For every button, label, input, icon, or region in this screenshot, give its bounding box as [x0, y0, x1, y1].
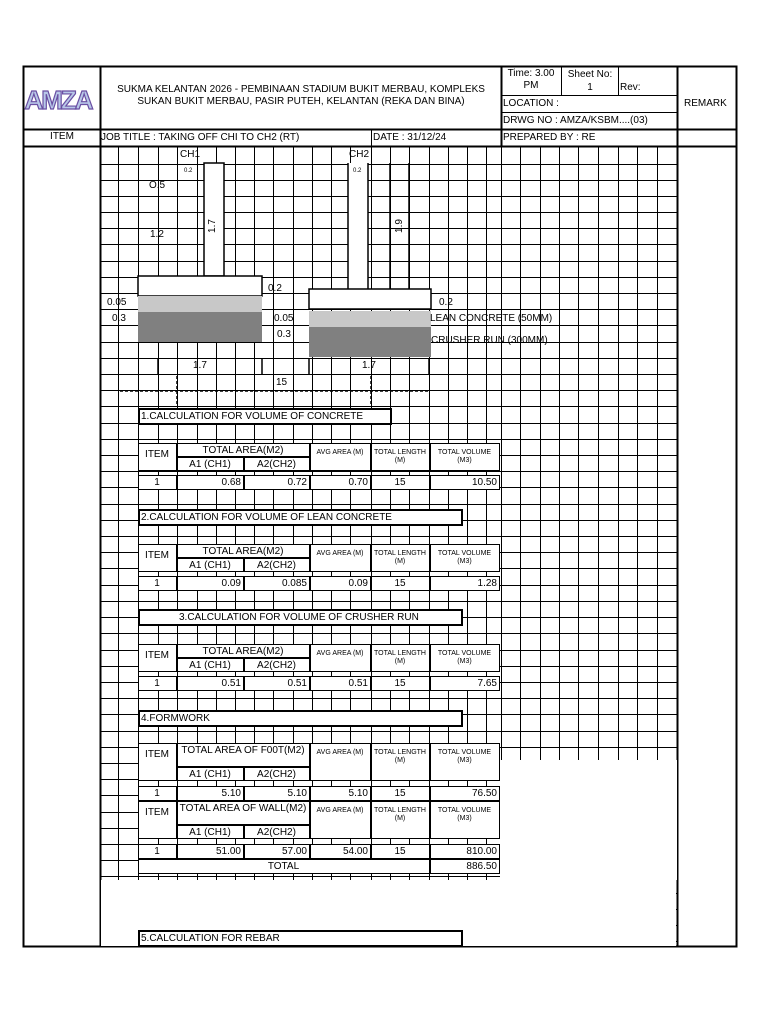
total-area-header-text: TOTAL AREA(M2) [202, 546, 284, 557]
total-length-header [371, 644, 430, 672]
sheet-value: 1 [587, 82, 593, 93]
item-header [138, 544, 177, 572]
item-cell [138, 786, 177, 801]
a2-value-text: 0.72 [287, 477, 307, 488]
lean-concrete-label: LEAN CONCRETE (50MM) [430, 313, 553, 324]
total-area-header [177, 644, 310, 658]
length-value-text: 15 [394, 477, 406, 488]
section5-title: 5.CALCULATION FOR REBAR [141, 933, 280, 944]
avg-value [310, 786, 371, 801]
a1-value [177, 576, 244, 591]
length-dimension: 15 [276, 377, 288, 388]
avg-area-header-text: AVG AREA (M) [316, 650, 364, 657]
item-header [138, 644, 177, 672]
crusher-thk-ch1: 0.3 [112, 313, 126, 324]
item-cell [138, 844, 177, 859]
time-value: PM [523, 80, 539, 91]
total-area-header [177, 443, 310, 457]
total-volume-header-text: TOTAL VOLUME (M3) [437, 449, 492, 464]
a1-header-text: A1 (CH1) [189, 459, 231, 470]
a1-header-text: A1 (CH1) [189, 769, 231, 780]
total-length-header-text: TOTAL LENGTH (M) [374, 749, 426, 764]
a1-header-text: A1 (CH1) [189, 660, 231, 671]
ch1-label: CH1 [180, 149, 201, 160]
wall-height-ch2: 1.9 [393, 219, 405, 233]
item-cell [138, 576, 177, 591]
length-value-text: 15 [394, 846, 406, 857]
a2-header-text: A2(CH2) [257, 827, 296, 838]
avg-area-header [310, 743, 371, 781]
avg-area-header [310, 644, 371, 672]
a2-header [244, 825, 310, 839]
section2-title: 2.CALCULATION FOR VOLUME OF LEAN CONCRETE [141, 512, 392, 523]
a1-value-text: 0.51 [221, 678, 241, 689]
total-volume-header [430, 644, 500, 672]
item-header-text: ITEM [145, 749, 169, 760]
sheet-label: Sheet No: [567, 69, 613, 80]
a2-header [244, 658, 310, 672]
total-value [430, 859, 500, 874]
a2-header-text: A2(CH2) [257, 560, 296, 571]
length-value [371, 786, 430, 801]
length-value [371, 475, 430, 490]
a2-value [244, 786, 310, 801]
volume-value-text: 10.50 [471, 477, 497, 488]
a2-header [244, 767, 310, 781]
a2-header [244, 457, 310, 471]
a1-header [177, 767, 244, 781]
section1-title-box [138, 408, 392, 425]
length-value [371, 576, 430, 591]
section3-title-box [138, 609, 463, 626]
avg-value [310, 676, 371, 691]
a1-header [177, 457, 244, 471]
total-volume-header-text: TOTAL VOLUME (M3) [437, 650, 492, 665]
wall-thickness-ch2: 0.2 [353, 168, 362, 174]
total-length-header-text: TOTAL LENGTH (M) [374, 807, 426, 822]
total-volume-header-text: TOTAL VOLUME (M3) [437, 550, 492, 565]
section1-title: 1.CALCULATION FOR VOLUME OF CONCRETE [141, 411, 364, 422]
item-header-text: ITEM [145, 449, 169, 460]
a2-header-text: A2(CH2) [257, 459, 296, 470]
drawing-number: DRWG NO : AMZA/KSBM....(03) [503, 115, 648, 126]
avg-area-header [310, 544, 371, 572]
item-cell-text: 1 [154, 788, 160, 799]
length-value-text: 15 [394, 678, 406, 689]
avg-value-text: 0.09 [348, 578, 368, 589]
total-area-header [177, 801, 310, 825]
lean-thk-ch2: 0.05 [274, 313, 294, 324]
a2-value-text: 5.10 [287, 788, 307, 799]
avg-value [310, 576, 371, 591]
total-volume-header [430, 443, 500, 471]
a1-value [177, 786, 244, 801]
a1-header-text: A1 (CH1) [189, 827, 231, 838]
item-cell-text: 1 [154, 578, 160, 589]
a1-value [177, 844, 244, 859]
volume-value-text: 810.00 [466, 846, 497, 857]
item-header [138, 801, 177, 839]
dim-0-5: O.5 [149, 180, 166, 191]
volume-value [430, 786, 500, 801]
item-cell [138, 475, 177, 490]
section3-title: 3.CALCULATION FOR VOLUME OF CRUSHER RUN [179, 612, 419, 623]
lean-thk-ch1: 0.05 [107, 297, 127, 308]
volume-value-text: 7.65 [477, 678, 497, 689]
avg-value-text: 54.00 [342, 846, 368, 857]
a1-header [177, 658, 244, 672]
total-label-text: TOTAL [267, 861, 300, 872]
total-area-header-text: TOTAL AREA OF WALL(M2) [179, 803, 307, 814]
avg-value-text: 0.51 [348, 678, 368, 689]
a1-value [177, 475, 244, 490]
total-length-header [371, 801, 430, 839]
total-length-header [371, 544, 430, 572]
a1-header [177, 825, 244, 839]
base-thk-ch1: 0.2 [268, 283, 282, 294]
a1-value-text: 0.68 [221, 477, 241, 488]
section4-title: 4.FORMWORK [141, 713, 210, 724]
total-length-header-text: TOTAL LENGTH (M) [374, 650, 426, 665]
a2-value [244, 844, 310, 859]
remark-label: REMARK [684, 98, 727, 109]
total-volume-header [430, 801, 500, 839]
a1-value-text: 5.10 [221, 788, 241, 799]
item-header [138, 743, 177, 781]
a2-value-text: 57.00 [281, 846, 307, 857]
a1-value-text: 51.00 [215, 846, 241, 857]
total-volume-header [430, 743, 500, 781]
volume-value [430, 844, 500, 859]
length-value [371, 676, 430, 691]
total-area-header [177, 743, 310, 767]
base-width-ch1: 1.7 [193, 360, 207, 371]
a1-value-text: 0.09 [221, 578, 241, 589]
avg-area-header-text: AVG AREA (M) [316, 550, 364, 557]
volume-value [430, 576, 500, 591]
base-thk-ch2: 0.2 [439, 297, 453, 308]
total-length-header-text: TOTAL LENGTH (M) [374, 449, 426, 464]
length-value-text: 15 [394, 788, 406, 799]
company-logo [24, 79, 92, 117]
total-volume-header-text: TOTAL VOLUME (M3) [437, 807, 492, 822]
avg-area-header-text: AVG AREA (M) [316, 449, 364, 456]
item-cell-text: 1 [154, 678, 160, 689]
wall-thickness-ch1: 0.2 [184, 168, 193, 174]
rev-label: Rev: [620, 82, 641, 93]
total-length-header [371, 743, 430, 781]
volume-value-text: 76.50 [471, 788, 497, 799]
item-cell-text: 1 [154, 477, 160, 488]
item-header-text: ITEM [145, 550, 169, 561]
total-area-header-text: TOTAL AREA(M2) [202, 646, 284, 657]
total-label [138, 859, 430, 874]
item-cell-text: 1 [154, 846, 160, 857]
crusher-run-label: CRUSHER RUN (300MM) [431, 335, 548, 346]
a2-value-text: 0.085 [281, 578, 307, 589]
time-label: Time: 3.00 [507, 68, 555, 79]
volume-value [430, 475, 500, 490]
volume-value-text: 1.28 [477, 578, 497, 589]
total-length-header-text: TOTAL LENGTH (M) [374, 550, 426, 565]
project-title-line1: SUKMA KELANTAN 2026 - PEMBINAAN STADIUM BUKIT MERBAU, KOMPLEKS [117, 84, 485, 95]
total-volume-header [430, 544, 500, 572]
date-label: DATE : 31/12/24 [373, 132, 447, 143]
avg-value [310, 844, 371, 859]
avg-value-text: 5.10 [348, 788, 368, 799]
base-width-ch2: 1.7 [362, 360, 376, 371]
avg-value-text: 0.70 [348, 477, 368, 488]
a1-value [177, 676, 244, 691]
total-area-header-text: TOTAL AREA OF F00T(M2) [181, 745, 305, 756]
item-header [138, 443, 177, 471]
section2-title-box [138, 509, 463, 526]
item-cell [138, 676, 177, 691]
a1-header [177, 558, 244, 572]
a2-value-text: 0.51 [287, 678, 307, 689]
item-header-text: ITEM [145, 807, 169, 818]
a2-header-text: A2(CH2) [257, 769, 296, 780]
total-length-header [371, 443, 430, 471]
avg-area-header-text: AVG AREA (M) [316, 807, 364, 814]
section5-title-box [138, 930, 463, 947]
avg-area-header [310, 801, 371, 839]
a1-header-text: A1 (CH1) [189, 560, 231, 571]
location-label: LOCATION : [503, 98, 559, 109]
total-volume-header-text: TOTAL VOLUME (M3) [437, 749, 492, 764]
a2-value [244, 475, 310, 490]
project-title-line2: SUKAN BUKIT MERBAU, PASIR PUTEH, KELANTAN (REKA DAN BINA) [137, 96, 465, 107]
avg-area-header [310, 443, 371, 471]
a2-value [244, 576, 310, 591]
volume-value [430, 676, 500, 691]
section4-title-box [138, 710, 463, 727]
crusher-thk-ch2: 0.3 [277, 329, 291, 340]
svg-text:AMZA: AMZA [24, 85, 92, 115]
ch2-label: CH2 [349, 149, 370, 160]
dim-1-2: 1.2 [150, 229, 164, 240]
length-value-text: 15 [394, 578, 406, 589]
avg-value [310, 475, 371, 490]
job-title: JOB TITLE : TAKING OFF CHI TO CH2 (RT) [101, 132, 300, 143]
total-area-header [177, 544, 310, 558]
length-value [371, 844, 430, 859]
item-header-text: ITEM [145, 650, 169, 661]
wall-height-ch1: 1.7 [206, 219, 218, 233]
total-area-header-text: TOTAL AREA(M2) [202, 445, 284, 456]
a2-header [244, 558, 310, 572]
avg-area-header-text: AVG AREA (M) [316, 749, 364, 756]
item-column-label: ITEM [50, 131, 74, 142]
prepared-by: PREPARED BY : RE [503, 132, 596, 143]
total-value-text: 886.50 [466, 861, 497, 872]
a2-header-text: A2(CH2) [257, 660, 296, 671]
a2-value [244, 676, 310, 691]
